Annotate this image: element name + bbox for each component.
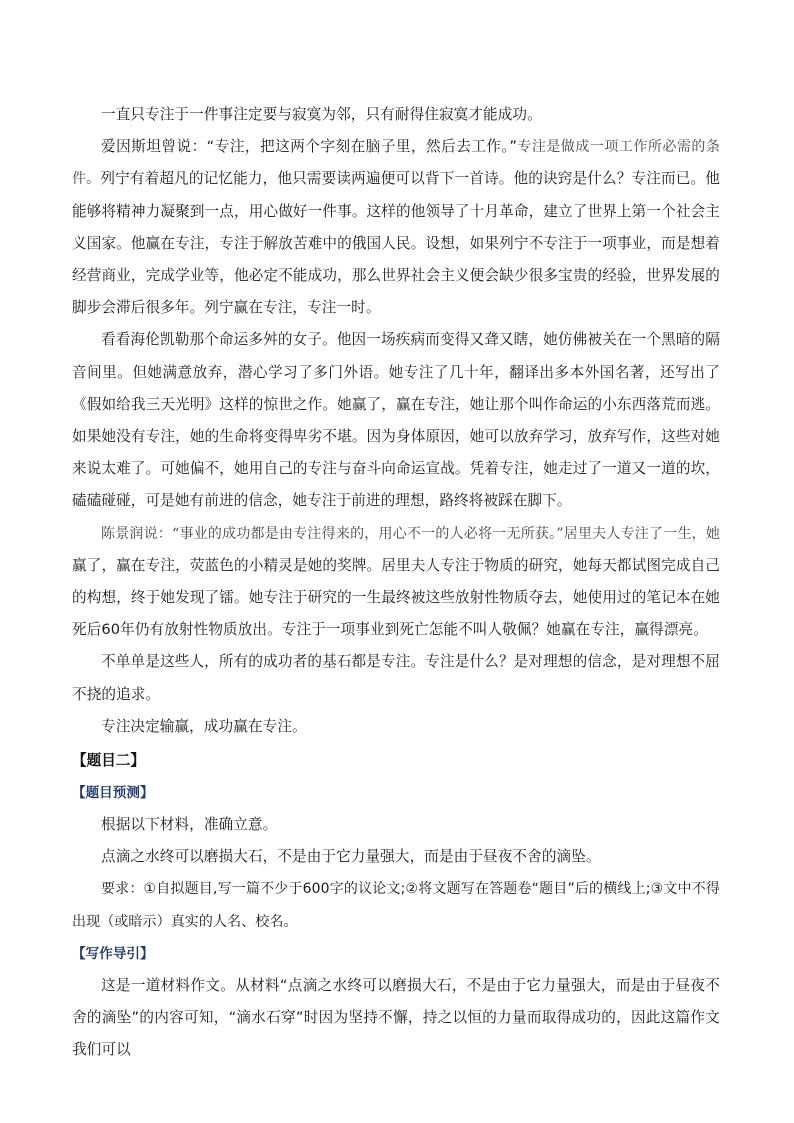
paragraph-requirements: 要求：①自拟题目,写一篇不少于600字的议论文;②将文题写在答题卷“题目”后的横线上;③文中不得出现（或暗示）真实的人名、校名。 — [72, 881, 720, 930]
paragraph-solitude: 一直只专注于一件事注定要与寂寞为邻，只有耐得住寂寞才能成功。 — [101, 106, 542, 123]
paragraph-conclusion: 专注决定输赢，成功赢在专注。 — [101, 717, 307, 735]
paragraph-material: 点滴之水终可以磨损大石，不是由于它力量强大，而是由于昼夜不舍的滴坠。 — [101, 848, 601, 866]
paragraph-chen-curie — [72, 518, 720, 647]
essay-content — [72, 99, 720, 1066]
paragraph-instruction: 根据以下材料，准确立意。 — [101, 816, 278, 834]
paragraph-guide: 这是一道材料作文。从材料“点滴之水终可以磨损大石，不是由于它力量强大，而是由于昼夜不舍的滴坠”的内容可知，“滴水石穿”时因为坚持不懈，持之以恒的力量而取得成功的，因此这篇作文我们可以 — [72, 976, 720, 1059]
paragraph-foundation: 不单单是这些人，所有的成功者的基石都是专注。专注是什么？是对理想的信念，是对理想不屈不挠的追求。 — [72, 653, 720, 703]
heading-writing-guide: 【写作导引】 — [72, 945, 154, 962]
curie-text: 赢了，赢在专注，荧蓝色的小精灵是她的奖牌。居里夫人专注于物质的研究，她每天都试图完成自己的构想，终于她发现了镭。她专注于研究的一生最终被这些放射性物质夺去，她使用过的笔记本在她死后60年仍有放射性物质放出。专注于一项事业到死亡怎能不叫人敬佩？她赢在专注，赢得漂亮。 — [72, 556, 720, 639]
einstein-quote-gray: 专注是做成一项工作所必需的条件。 — [72, 139, 720, 188]
heading-topic-two: 【题目二】 — [72, 752, 145, 770]
lenin-text: 列宁有着超凡的记忆能力，他只需要读两遍便可以背下一首诗。他的诀窍是什么？专注而已。他能够将精神力凝聚到一点，用心做好一件事。这样的他领导了十月革命，建立了世界上第一个社会主义国家。他赢在专注，专注于解放苦难中的俄国人民。设想，如果列宁不专注于一项事业，而是想着经营商业，完成学业等，他必定不能成功，那么世界社会主义便会缺少很多宝贵的经验，世界发展的脚步会滞后很多年。列宁赢在专注，专注一时。 — [72, 170, 720, 317]
chen-jingrun-quote: 陈景润说：“事业的成功都是由专注得来的，用心不一的人必将一无所获。”居里夫人专注了一生，她 — [101, 525, 720, 542]
heading-topic-prediction: 【题目预测】 — [72, 785, 154, 802]
paragraph-helen-keller: 看看海伦凯勒那个命运多舛的女子。他因一场疾病而变得又聋又瞎，她仿佛被关在一个黑暗的隔音间里。但她满意放弃，潜心学习了多门外语。她专注了几十年，翻译出多本外国名著，还写出了《假如给我三天光明》这样的惊世之作。她赢了，赢在专注，她让那个叫作命运的小东西落荒而逃。如果她没有专注，她的生命将变得卑劣不堪。因为身体原因，她可以放弃学习，放弃写作，这些对她来说太难了。可她偏不，她用自己的专注与奋斗向命运宣战。凭着专注，她走过了一道又一道的坎，磕磕碰碰，可是她有前进的信念，她专注于前进的理想，路终将被踩在脚下。 — [72, 331, 720, 510]
einstein-quote: 爱因斯坦曾说：“专注，把这两个字刻在脑子里，然后去工作。” — [101, 138, 517, 156]
paragraph-einstein-lenin — [72, 131, 720, 324]
